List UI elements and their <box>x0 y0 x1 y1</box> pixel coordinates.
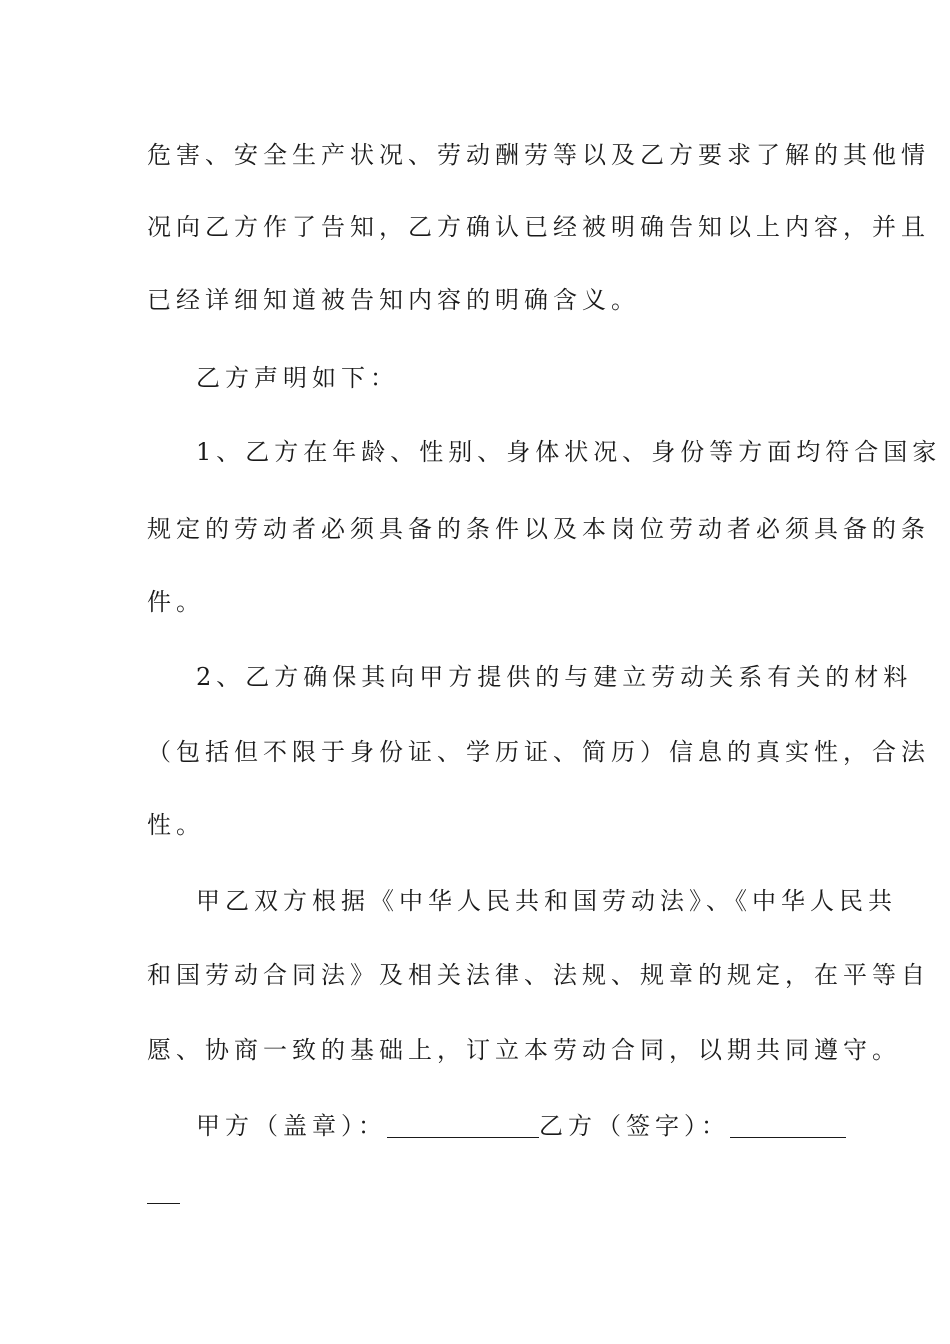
paragraph-line: 已经详细知道被告知内容的明确含义。 <box>147 286 640 314</box>
party-b-label: 乙方（签字）： <box>539 1112 730 1140</box>
clause-2-line: （包括但不限于身份证、学历证、简历）信息的真实性，合法 <box>147 738 930 766</box>
paragraph-line: 况向乙方作了告知，乙方确认已经被明确告知以上内容，并且 <box>147 213 930 241</box>
declaration-heading: 乙方声明如下： <box>196 364 399 392</box>
clause-1-line: 1、乙方在年龄、性别、身体状况、身份等方面均符合国家 <box>196 438 942 466</box>
agreement-line: 和国劳动合同法》及相关法律、法规、规章的规定，在平等自 <box>147 961 930 989</box>
party-a-seal-field[interactable] <box>387 1113 539 1138</box>
clause-1-line: 件。 <box>147 588 205 616</box>
party-b-sign-field-continuation[interactable] <box>147 1203 180 1204</box>
clause-2-line: 2、乙方确保其向甲方提供的与建立劳动关系有关的材料 <box>196 663 913 691</box>
paragraph-line: 危害、安全生产状况、劳动酬劳等以及乙方要求了解的其他情 <box>147 141 930 169</box>
agreement-line: 愿、协商一致的基础上，订立本劳动合同，以期共同遵守。 <box>147 1036 901 1064</box>
party-b-sign-field[interactable] <box>730 1113 846 1138</box>
party-a-label: 甲方（盖章）： <box>196 1112 387 1140</box>
clause-1-line: 规定的劳动者必须具备的条件以及本岗位劳动者必须具备的条 <box>147 515 930 543</box>
signature-row <box>196 1109 807 1143</box>
agreement-line: 甲乙双方根据《中华人民共和国劳动法》、《中华人民共 <box>196 887 897 915</box>
clause-2-line: 性。 <box>147 811 205 839</box>
